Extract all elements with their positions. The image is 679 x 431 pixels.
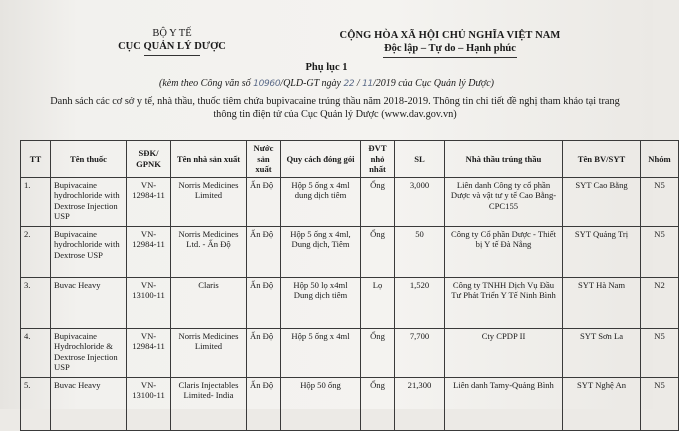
table-row <box>21 226 679 277</box>
cell-packaging: Hộp 50 lọ x4ml Dung dịch tiêm <box>281 277 361 328</box>
cell-manufacturer: Claris Injectables Limited- India <box>171 377 247 430</box>
cell-manufacturer: Norris Medicines Ltd. - Ấn Độ <box>171 226 247 277</box>
cell-contractor: Công ty TNHH Dịch Vụ Đầu Tư Phát Triển Y Tế Ninh Bình <box>445 277 563 328</box>
header-country: Nước sản xuất <box>247 141 281 178</box>
cell-group: N2 <box>641 277 679 328</box>
cell-contractor: Liên danh Công ty cổ phần Dược và vật tư y tế Cao Bằng- CPC155 <box>445 177 563 226</box>
cell-hospital: SYT Hà Nam <box>563 277 641 328</box>
cell-drug-name: Buvac Heavy <box>51 277 127 328</box>
cell-tt: 3. <box>21 277 51 328</box>
dispatch-month: 11 <box>362 79 373 89</box>
cell-packaging: Hộp 5 ống x 4ml dung dịch tiêm <box>281 177 361 226</box>
cell-unit: Ống <box>361 328 395 377</box>
note-mid: /QLD-GT ngày <box>280 78 341 89</box>
dispatch-number: 10960 <box>253 79 281 89</box>
cell-tt: 4. <box>21 328 51 377</box>
cell-hospital: SYT Quảng Trị <box>563 226 641 277</box>
header-registration: SĐK/ GPNK <box>127 141 171 178</box>
cell-country: Ấn Độ <box>247 377 281 430</box>
header-hospital: Tên BV/SYT <box>563 141 641 178</box>
department-name: CỤC QUẢN LÝ DƯỢC <box>118 41 226 52</box>
cell-packaging: Hộp 5 ống x 4ml <box>281 328 361 377</box>
cell-registration: VN-12984-11 <box>127 328 171 377</box>
cell-drug-name: Buvac Heavy <box>51 377 127 430</box>
cell-drug-name: Bupivacaine hydrochloride with Dextrose USP <box>51 226 127 277</box>
cell-contractor: Liên danh Tamy-Quảng Bình <box>445 377 563 430</box>
table-row <box>21 177 679 226</box>
national-header <box>300 29 600 58</box>
cell-unit: Ống <box>361 377 395 430</box>
cell-group: N5 <box>641 328 679 377</box>
header-manufacturer: Tên nhà sản xuất <box>171 141 247 178</box>
table-row <box>21 277 679 328</box>
cell-registration: VN-13100-11 <box>127 377 171 430</box>
cell-group: N5 <box>641 177 679 226</box>
cell-manufacturer: Claris <box>171 277 247 328</box>
cell-packaging: Hộp 50 ống <box>281 377 361 430</box>
cell-unit: Ống <box>361 177 395 226</box>
cell-quantity: 1,520 <box>395 277 445 328</box>
motto-underline <box>383 57 517 58</box>
cell-manufacturer: Norris Medicines Limited <box>171 177 247 226</box>
header-contractor: Nhà thầu trúng thầu <box>445 141 563 178</box>
cell-quantity: 21,300 <box>395 377 445 430</box>
table-row <box>21 328 679 377</box>
dispatch-day: 22 <box>343 79 355 89</box>
table-header-row <box>21 141 679 178</box>
cell-unit: Ống <box>361 226 395 277</box>
cell-quantity: 7,700 <box>395 328 445 377</box>
cell-group: N5 <box>641 377 679 430</box>
appendix-title: Phụ lục 1 <box>305 62 348 73</box>
cell-country: Ấn Độ <box>247 177 281 226</box>
cell-unit: Lọ <box>361 277 395 328</box>
header-drug-name: Tên thuốc <box>51 141 127 178</box>
header-group: Nhóm <box>641 141 679 178</box>
note-sep: / <box>356 78 360 89</box>
cell-drug-name: Bupivacaine Hydrochloride & Dextrose Injection USP <box>51 328 127 377</box>
cell-registration: VN-13100-11 <box>127 277 171 328</box>
cell-contractor: Cty CPDP II <box>445 328 563 377</box>
cell-hospital: SYT Nghệ An <box>563 377 641 430</box>
cell-registration: VN-12984-11 <box>127 226 171 277</box>
cell-tt: 5. <box>21 377 51 430</box>
header-packaging: Quy cách đóng gói <box>281 141 361 178</box>
issuer-underline <box>144 55 200 56</box>
cell-packaging: Hộp 5 ống x 4ml, Dung dịch, Tiêm <box>281 226 361 277</box>
cell-registration: VN-12984-11 <box>127 177 171 226</box>
note-suffix: /2019 của Cục Quản lý Dược) <box>372 78 494 89</box>
cell-drug-name: Bupivacaine hydrochloride with Dextrose Injection USP <box>51 177 127 226</box>
note-prefix: (kèm theo Công văn số <box>159 78 251 89</box>
header-tt: TT <box>21 141 51 178</box>
cell-country: Ấn Độ <box>247 226 281 277</box>
ministry-name: BỘ Y TẾ <box>152 28 192 39</box>
cell-tt: 1. <box>21 177 51 226</box>
bupivacaine-table <box>20 140 679 431</box>
cell-group: N5 <box>641 226 679 277</box>
cell-quantity: 50 <box>395 226 445 277</box>
issuer-block <box>92 27 252 56</box>
cell-tt: 2. <box>21 226 51 277</box>
cell-manufacturer: Norris Medicines Limited <box>171 328 247 377</box>
republic-title: CỘNG HÒA XÃ HỘI CHỦ NGHĨA VIỆT NAM <box>339 30 561 41</box>
national-motto: Độc lập – Tự do – Hạnh phúc <box>384 43 516 54</box>
cell-country: Ấn Độ <box>247 328 281 377</box>
header-unit: ĐVT nhỏ nhất <box>361 141 395 178</box>
cell-country: Ấn Độ <box>247 277 281 328</box>
cell-quantity: 3,000 <box>395 177 445 226</box>
header-quantity: SL <box>395 141 445 178</box>
description-paragraph: Danh sách các cơ sở y tế, nhà thầu, thuốc tiêm chứa bupivacaine trúng thầu năm 2018-2019. Thông tin chi tiết đề nghị tham khảo tại trang thông tin điện tử của Cục Quản lý Dược (www.dav.gov.vn) <box>50 96 620 120</box>
table-row <box>21 377 679 430</box>
cell-hospital: SYT Cao Bằng <box>563 177 641 226</box>
dispatch-note <box>0 78 653 89</box>
cell-hospital: SYT Sơn La <box>563 328 641 377</box>
cell-contractor: Công ty Cổ phần Dược - Thiết bị Y tế Đà Nẵng <box>445 226 563 277</box>
